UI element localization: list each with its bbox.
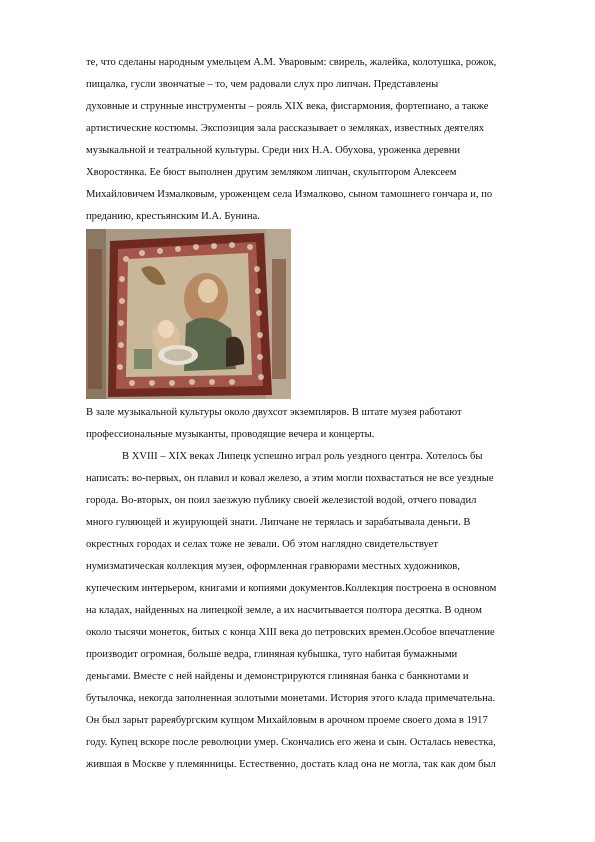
tapestry-photo — [86, 229, 291, 399]
text-line: жившая в Москве у племянницы. Естественно, достать клад она не могла, так как дом был — [86, 759, 496, 770]
text-line: деньгами. Вместе с ней найдены и демонстрируются глиняная банка с банкнотами и — [86, 671, 469, 682]
text-line: духовные и струнные инструменты – рояль XIX века, фисгармония, фортепиано, а также — [86, 101, 489, 112]
text-line: бутылочка, некогда заполненная золотыми монетами. История этого клада примечательна. — [86, 693, 496, 704]
text-line: написать: во-первых, он плавил и ковал железо, а этим могли похвастаться не все уездные — [86, 473, 494, 484]
text-line: те, что сделаны народным умельцем А.М. Уваровым: свирель, жалейка, колотушка, рожок, — [86, 57, 497, 68]
text-line: профессиональные музыканты, проводящие вечера и концерты. — [86, 429, 375, 440]
text-line: города. Во-вторых, он поил заезжую публику своей железистой водой, отчего повадил — [86, 495, 477, 506]
text-line: около тысячи монеток, битых с конца XIII века до петровских времен.Особое впечатление — [86, 627, 495, 638]
text-line: пищалка, гусли звончатые – то, чем радовали слух про липчан. Представлены — [86, 79, 439, 90]
text-line: производит огромная, больше ведра, глиняная кубышка, туго набитая бумажными — [86, 649, 458, 660]
text-line: артистические костюмы. Экспозиция зала рассказывает о земляках, известных деятелях — [86, 123, 485, 134]
text-line: Михайловичем Измалковым, уроженцем села Измалково, сыном тамошнего гончара и, по — [86, 189, 493, 200]
text-line: Хворостянка. Ее бюст выполнен другим земляком липчан, скульптором Алексеем — [86, 167, 457, 178]
text-line: Он был зарыт рареябургским купцом Михайловым в арочном проеме своего дома в 1917 — [86, 715, 488, 726]
text-line: году. Купец вскоре после революции умер. Скончались его жена и сын. Осталась невестка, — [86, 737, 496, 748]
text-line: преданию, крестьянским И.А. Бунина. — [86, 211, 260, 222]
text-line: много гуляющей и жуирующей знати. Липчане не терялась и зарабатывала деньги. В — [86, 517, 471, 528]
text-line: нумизматическая коллекция музея, оформленная гравюрами местных художников, — [86, 561, 460, 572]
text-line: купеческим интерьером, книгами и копиями документов.Коллекция построена в основном — [86, 583, 497, 594]
text-line: В XVIII – XIX веках Липецк успешно играл роль уездного центра. Хотелось бы — [122, 451, 483, 462]
text-line: окрестных городах и селах тоже не зевали. Об этом наглядно свидетельствует — [86, 539, 439, 550]
text-line: В зале музыкальной культуры около двухсот экземпляров. В штате музея работают — [86, 407, 462, 418]
text-line: на кладах, найденных на липецкой земле, а их насчитывается полтора десятка. В одном — [86, 605, 482, 616]
text-line: музыкальной и театральной культуры. Среди них Н.А. Обухова, уроженка деревни — [86, 145, 461, 156]
